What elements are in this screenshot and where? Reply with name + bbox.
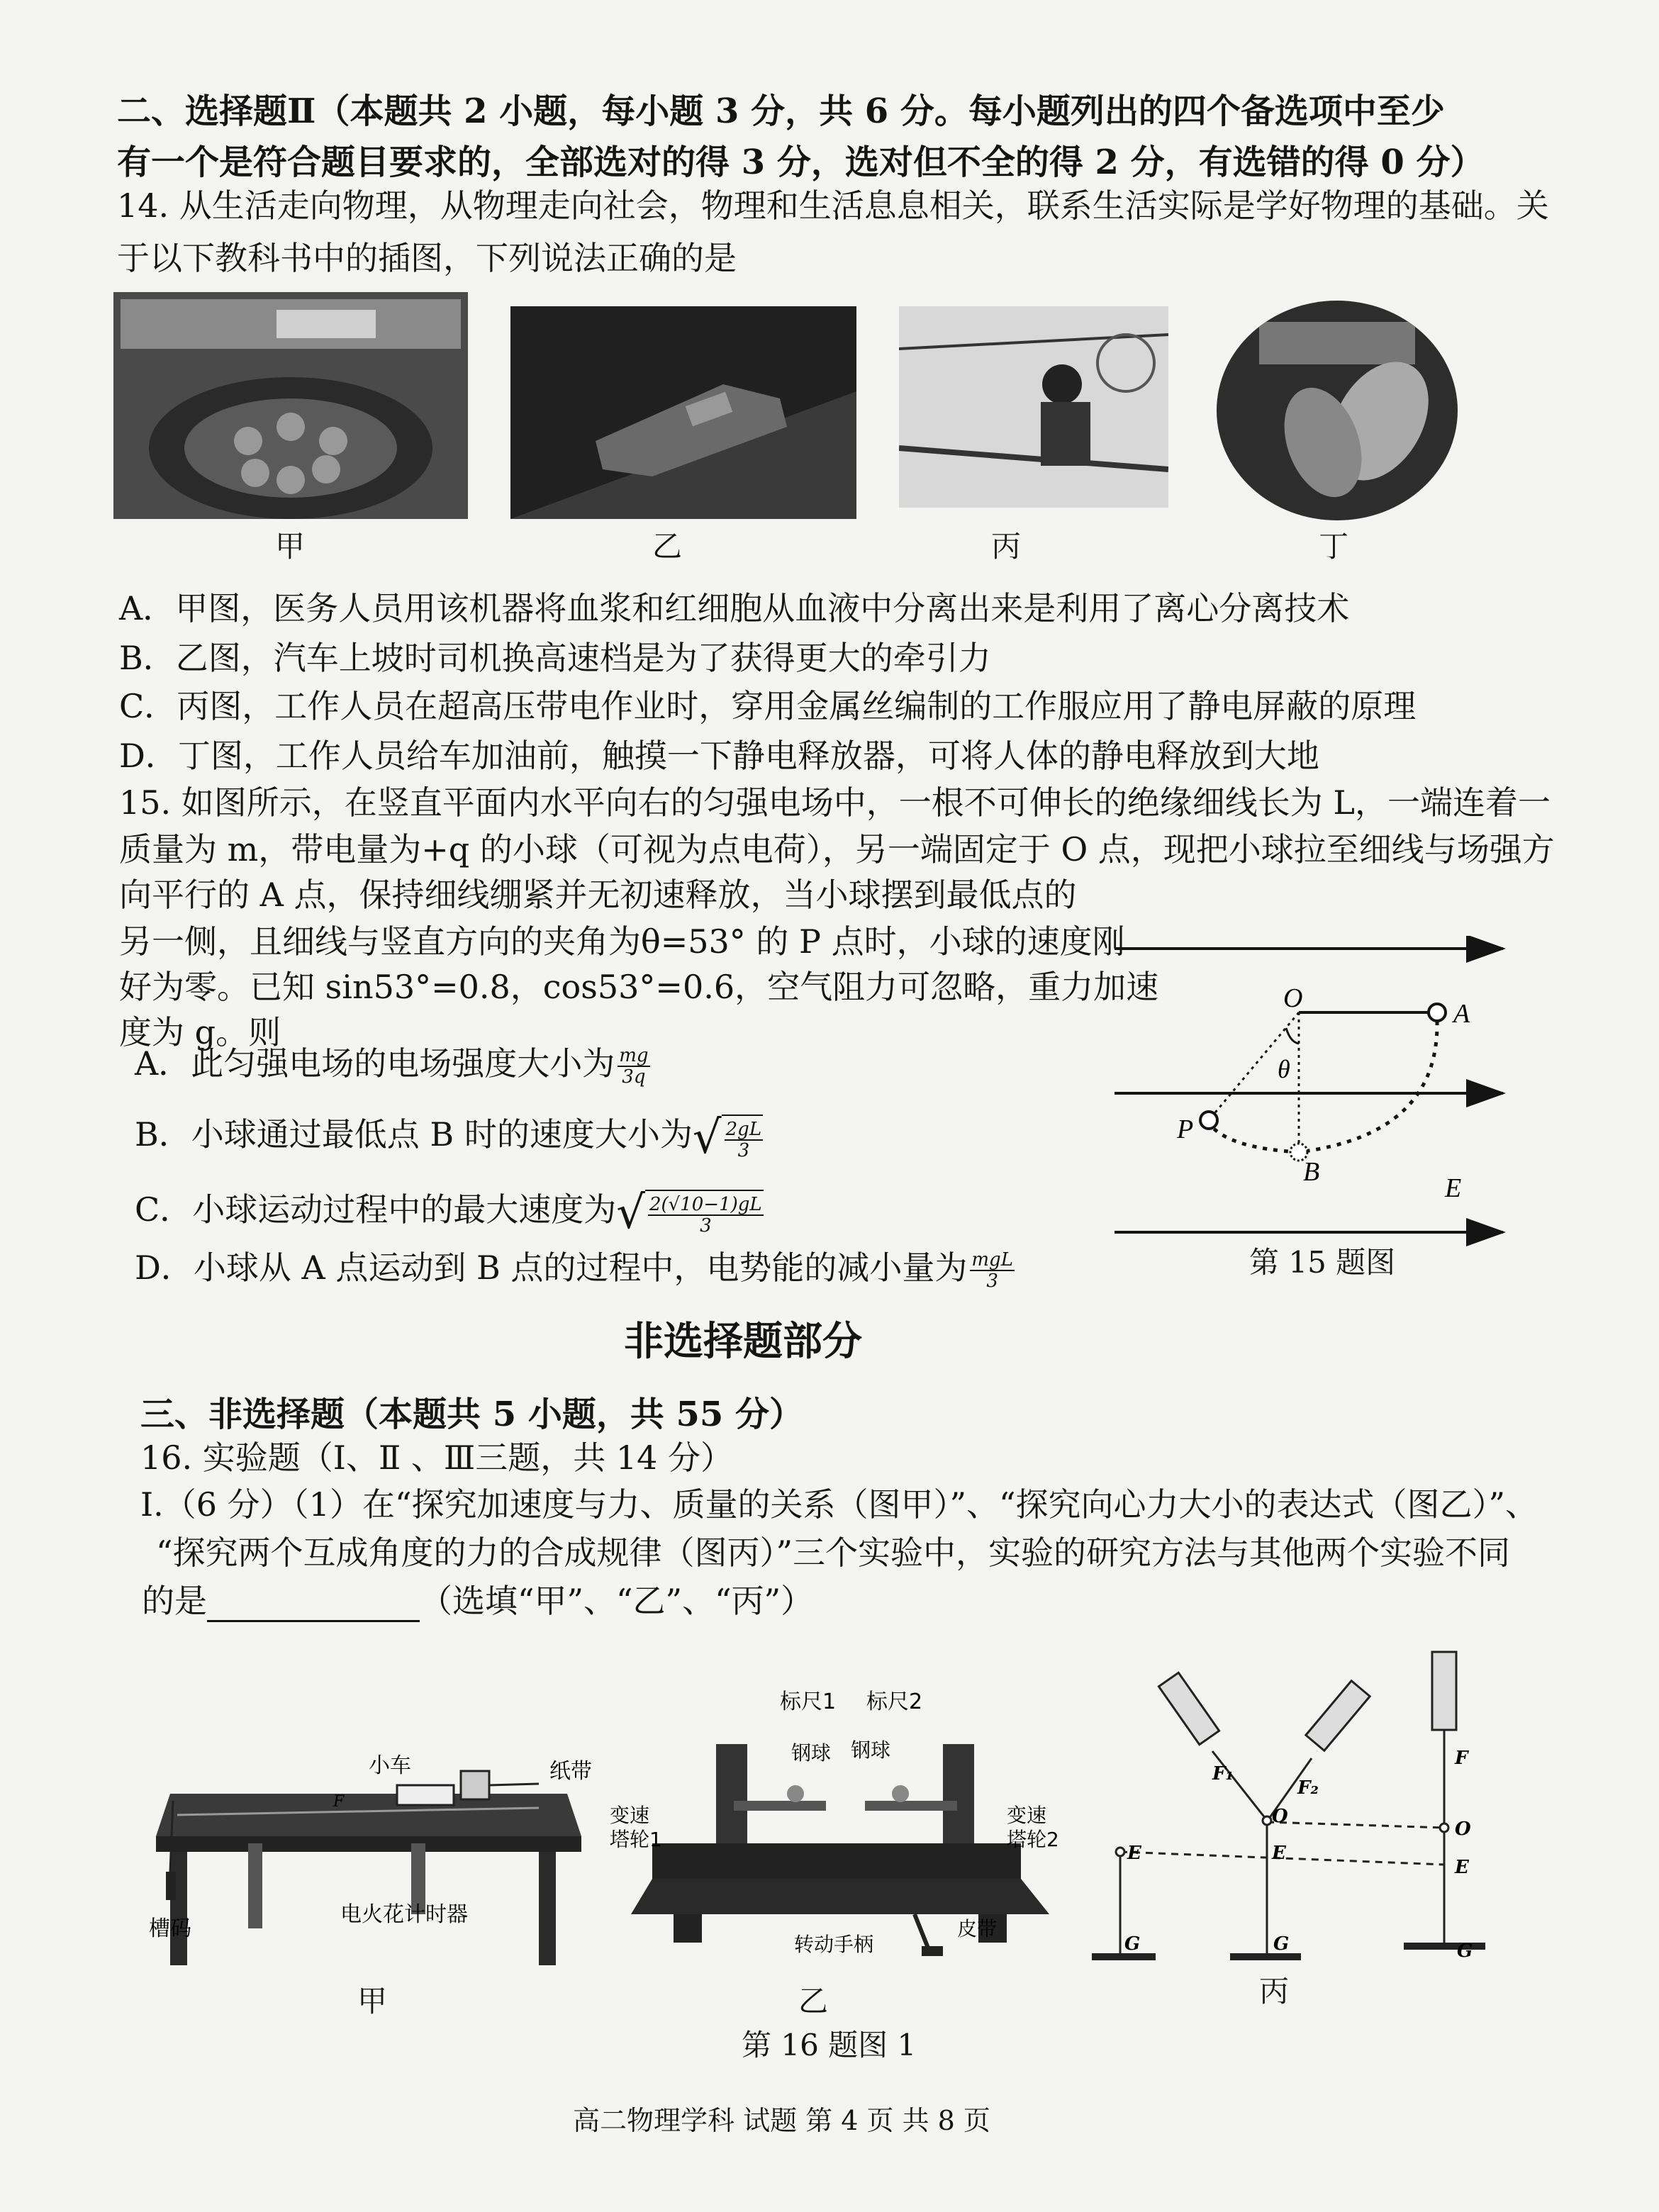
- label-o1: O: [1272, 1806, 1288, 1827]
- q15-stem-line5: 好为零。已知 sin53°=0.8，cos53°=0.6，空气阻力可忽略，重力加速: [119, 968, 1159, 1006]
- label-e: E: [1445, 1173, 1462, 1203]
- hanging-weight: [166, 1872, 176, 1900]
- photo-static-discharge: [1217, 301, 1458, 520]
- part-title: 非选择题部分: [624, 1318, 862, 1365]
- label-gear2a: 变速: [1007, 1804, 1047, 1827]
- q15-option-c: C．小球运动过程中的最大速度为√ $\frac{2(√10-1)gL}{3}$: [135, 1186, 762, 1239]
- base-top: [652, 1843, 1021, 1879]
- answer-blank[interactable]: [207, 1589, 420, 1622]
- q14-stem-line1: 14. 从生活走向物理，从物理走向社会，物理和生活息息相关，联系生活实际是学好物理的基础。关: [117, 186, 1549, 225]
- label-b: B: [1303, 1157, 1320, 1187]
- ruler-2: [943, 1744, 974, 1843]
- ball-p: [1200, 1112, 1217, 1129]
- steel-ball-2: [892, 1785, 909, 1802]
- label-f: F: [1455, 1748, 1468, 1769]
- trajectory-bp: [1212, 1127, 1299, 1152]
- label-o2: O: [1455, 1819, 1471, 1840]
- label-timer: 电火花计时器: [340, 1902, 468, 1927]
- spring-scale-3: [1432, 1652, 1456, 1730]
- fig16-bing: [1085, 1638, 1510, 1978]
- q15-stem-line2: 质量为 m，带电量为+q 的小球（可视为点电荷），另一端固定于 O 点，现把小球拉至细线与场强方: [119, 830, 1555, 868]
- handle: [922, 1946, 943, 1956]
- spring-scale-2: [1306, 1681, 1370, 1750]
- ruler-1: [716, 1744, 747, 1843]
- cart: [397, 1785, 454, 1805]
- q16-title: 16. 实验题（Ⅰ、Ⅱ 、Ⅲ三题，共 14 分）: [140, 1439, 733, 1477]
- q14-caption-ding: 丁: [1319, 529, 1349, 564]
- label-f: F: [333, 1793, 345, 1811]
- q14-option-d: D．丁图，工作人员给车加油前，触摸一下静电释放器，可将人体的静电释放到大地: [119, 737, 1319, 775]
- label-e2: E: [1272, 1843, 1286, 1864]
- q15-stem-line6: 度为 g。则: [119, 1013, 281, 1051]
- spring-scale-1: [1158, 1672, 1219, 1744]
- label-theta: θ: [1278, 1055, 1290, 1083]
- label-g1: G: [1124, 1933, 1141, 1955]
- photo-car-uphill: [510, 306, 856, 519]
- q14-caption-yi: 乙: [652, 529, 683, 564]
- fig16-jia-caption: 甲: [357, 1984, 388, 2018]
- label-car: 小车: [369, 1753, 411, 1778]
- label-p: P: [1177, 1115, 1194, 1144]
- photo-live-worker: [899, 306, 1168, 508]
- q15-stem-line1: 15. 如图所示，在竖直平面内水平向右的匀强电场中，一根不可伸长的绝缘细线长为 L，一端连着一: [119, 783, 1551, 822]
- section3-title: 三、非选择题（本题共 5 小题，共 55 分）: [140, 1395, 804, 1434]
- q15-stem-line4: 另一侧，且细线与竖直方向的夹角为θ=53° 的 P 点时，小球的速度刚: [119, 922, 1125, 961]
- label-gear2b: 塔轮2: [1007, 1828, 1059, 1851]
- q15-figure: [1106, 936, 1517, 1276]
- label-handle: 转动手柄: [794, 1933, 874, 1956]
- label-ball2: 钢球: [851, 1738, 891, 1762]
- label-weight: 槽码: [149, 1916, 191, 1941]
- q14-option-c: C．丙图，工作人员在超高压带电作业时，穿用金属丝编制的工作服应用了静电屏蔽的原理: [119, 687, 1417, 725]
- section2-title-line2: 有一个是符合题目要求的，全部选对的得 3 分，选对但不全的得 2 分，有选错的得 0 分）: [117, 143, 1485, 182]
- q16-I-line1: Ⅰ.（6 分）（1）在“探究加速度与力、质量的关系（图甲）”、“探究向心力大小的表达式（图乙）”、: [140, 1485, 1538, 1524]
- fig16-yi-caption: 乙: [798, 1984, 829, 2018]
- label-belt: 皮带: [957, 1917, 998, 1940]
- q16-I-line2: “探究两个互成角度的力的合成规律（图丙）”三个实验中，实验的研究方法与其他两个实验不同: [156, 1534, 1511, 1572]
- label-ruler1: 标尺1: [780, 1689, 837, 1714]
- trajectory-ab: [1299, 1021, 1437, 1152]
- label-f2: F₂: [1297, 1777, 1319, 1799]
- q15-figure-caption: 第 15 题图: [1249, 1245, 1396, 1280]
- q15-option-d: D．小球从 A 点运动到 B 点的过程中，电势能的减小量为 $\frac{\text{mgL}}{3}$: [135, 1249, 1013, 1292]
- q14-option-a: A．甲图，医务人员用该机器将血浆和红细胞从血液中分离出来是利用了离心分离技术: [119, 589, 1350, 627]
- ball-a: [1429, 1004, 1446, 1021]
- photo-centrifuge: [113, 292, 468, 519]
- label-tape: 纸带: [549, 1759, 592, 1784]
- q14-stem-line2: 于以下教科书中的插图，下列说法正确的是: [117, 239, 737, 277]
- page-footer: 高二物理学科 试题 第 4 页 共 8 页: [573, 2105, 990, 2136]
- label-g3: G: [1457, 1940, 1473, 1962]
- label-ball1: 钢球: [791, 1741, 832, 1765]
- label-o: O: [1283, 983, 1303, 1013]
- q15-stem-line3: 向平行的 A 点，保持细线绷紧并无初速释放，当小球摆到最低点的: [119, 876, 1077, 914]
- section2-title-line1: 二、选择题Ⅱ（本题共 2 小题，每小题 3 分，共 6 分。每小题列出的四个备选项中至少: [117, 91, 1445, 131]
- q14-caption-bing: 丙: [991, 529, 1022, 564]
- q15-option-b: B．小球通过最低点 B 时的速度大小为√ $\frac{2gL}{3}$: [135, 1111, 762, 1164]
- label-g2: G: [1273, 1933, 1290, 1955]
- fig16-bing-caption: 丙: [1259, 1974, 1290, 2009]
- label-ruler2: 标尺2: [866, 1689, 923, 1714]
- steel-ball-1: [787, 1785, 804, 1802]
- label-e1: E: [1127, 1843, 1141, 1864]
- label-f1: F₁: [1212, 1763, 1234, 1784]
- fig16-jia: [142, 1730, 596, 1992]
- q14-option-b: B．乙图，汽车上坡时司机换高速档是为了获得更大的牵引力: [119, 639, 991, 677]
- label-gear1b: 塔轮1: [610, 1828, 662, 1851]
- timer: [461, 1771, 489, 1799]
- q14-caption-jia: 甲: [275, 529, 306, 564]
- angle-arc: [1286, 1028, 1299, 1044]
- fig16-caption: 第 16 题图 1: [742, 2028, 917, 2062]
- label-gear1a: 变速: [610, 1804, 650, 1827]
- label-a: A: [1453, 999, 1470, 1029]
- q15-option-a: A．此匀强电场的电场强度大小为 $\frac{mg}{3q}$: [135, 1044, 649, 1088]
- label-e3: E: [1455, 1857, 1469, 1878]
- fig16-yi: [610, 1680, 1120, 1978]
- q16-I-line3: 的是 （选填“甲”、“乙”、“丙”）: [142, 1580, 813, 1622]
